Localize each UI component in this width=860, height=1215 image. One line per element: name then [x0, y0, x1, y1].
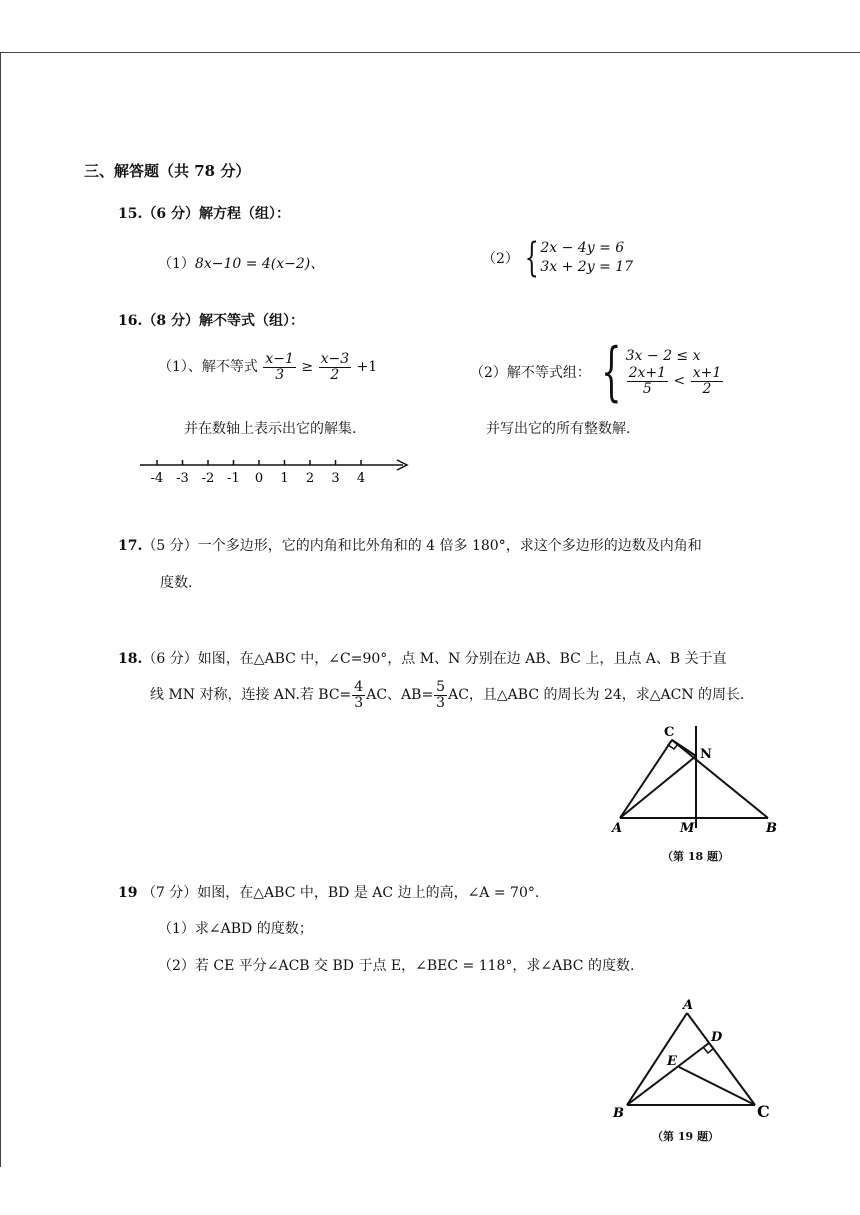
- q16-p1-tail: +1: [356, 359, 378, 376]
- label-B: B: [766, 821, 777, 836]
- number-line: [135, 455, 415, 495]
- q19-part2: （2）若 CE 平分∠ACB 交 BD 于点 E，∠BEC = 118°，求∠ABC 的度数.: [158, 958, 635, 974]
- section-title: 三、解答题（共 78 分）: [84, 162, 251, 180]
- q18-figure: [600, 718, 790, 838]
- number-line-tick-label: -4: [150, 471, 164, 486]
- q15-p1-label: （1）: [158, 256, 195, 272]
- q16-p1-instruction: 并在数轴上表示出它的解集.: [184, 421, 357, 437]
- q16-p2-op: <: [673, 373, 686, 390]
- q19-header-text: （7 分）如图，在△ABC 中，BD 是 AC 边上的高，∠A = 70°.: [141, 885, 540, 901]
- system-brace-icon: {: [601, 335, 622, 409]
- q18-caption: （第 18 题）: [662, 850, 729, 863]
- label-C: C: [757, 1102, 770, 1121]
- q18-frac2: $\frac{5}{3}$: [436, 679, 446, 711]
- q18-line1: [118, 648, 727, 668]
- q16-header: [118, 310, 304, 330]
- system-brace-icon: {: [524, 235, 539, 281]
- q16-number: 16.: [118, 313, 143, 329]
- q16-part2: [470, 335, 724, 409]
- number-line-tick-label: 3: [331, 471, 340, 486]
- label-N: N: [700, 747, 712, 762]
- q15-p2-label: （2）: [482, 251, 519, 267]
- q17-line1: [118, 535, 702, 555]
- q15-header-text: （6 分）解方程（组）：: [142, 206, 290, 222]
- q17-number: 17.: [118, 538, 143, 554]
- q15-part2: [482, 235, 634, 281]
- number-line-tick-label: 2: [305, 471, 315, 486]
- label-B: B: [613, 1106, 624, 1121]
- q16-p1-label: （1）、解不等式: [158, 359, 258, 376]
- label-C: C: [664, 725, 675, 740]
- q19-header: [118, 882, 539, 902]
- q16-p2-instruction: 并写出它的所有整数解.: [486, 421, 631, 437]
- label-A: A: [683, 998, 694, 1013]
- number-line-tick-label: 4: [356, 471, 366, 486]
- q15-p1-equation: 8x−10 = 4(x−2)、: [194, 256, 325, 272]
- label-M: M: [680, 821, 695, 836]
- q18-number: 18.: [118, 651, 143, 667]
- label-A: A: [612, 821, 623, 836]
- q16-p2-line1: 3x − 2 ≤ x: [625, 348, 701, 365]
- q15-header: [118, 203, 290, 223]
- q15-p2-line2: 3x + 2y = 17: [540, 259, 634, 275]
- q16-header-text: （8 分）解不等式（组）：: [142, 313, 304, 329]
- q15-number: 15.: [118, 206, 143, 222]
- q17-line2: 度数.: [160, 575, 193, 591]
- label-E: E: [667, 1054, 677, 1069]
- q16-p1-frac2: $\frac{x-3}{2}$: [320, 351, 350, 383]
- number-line-tick-label: 1: [280, 471, 289, 486]
- q15-part1: [158, 253, 324, 273]
- q17-text1: （5 分）一个多边形，它的内角和比外角和的 4 倍多 180°，求这个多边形的边数及内角和: [142, 538, 702, 554]
- q18-frac1: $\frac{4}{3}$: [354, 679, 364, 711]
- q16-p2-label: （2）解不等式组：: [470, 365, 591, 381]
- q19-number: 19: [118, 885, 138, 901]
- q15-p2-line1: 2x − 4y = 6: [540, 240, 625, 257]
- q16-p1-op: ≥: [301, 359, 314, 376]
- page-left-border: [0, 52, 1, 1167]
- q18-line2: 线 MN 对称，连接 AN.若 BC= $\frac{4}{3}$ AC、AB= $\frac{5}{3}$ AC，且△ABC 的周长为 24，求△ACN 的周长.: [150, 679, 745, 711]
- q16-p1-frac1: $\frac{x-1}{3}$: [265, 351, 294, 383]
- q16-p2-frac2: $\frac{x+1}{2}$: [692, 365, 722, 397]
- q18-text1: （6 分）如图，在△ABC 中，∠C=90°，点 M、N 分别在边 AB、BC 上，且点 A、B 关于直: [142, 651, 727, 667]
- q19-caption: （第 19 题）: [652, 1130, 719, 1143]
- number-line-tick-label: -1: [227, 471, 240, 486]
- number-line-tick-label: 0: [254, 471, 264, 486]
- q19-figure: [605, 995, 785, 1125]
- page-top-border: [0, 52, 860, 53]
- q19-part1: （1）求∠ABD 的度数；: [158, 921, 313, 937]
- label-D: D: [711, 1030, 723, 1045]
- number-line-tick-label: -3: [176, 471, 189, 486]
- number-line-tick-label: -2: [201, 471, 215, 486]
- q16-part1: [158, 352, 377, 382]
- q16-p2-frac1: $\frac{2x+1}{5}$: [628, 365, 667, 397]
